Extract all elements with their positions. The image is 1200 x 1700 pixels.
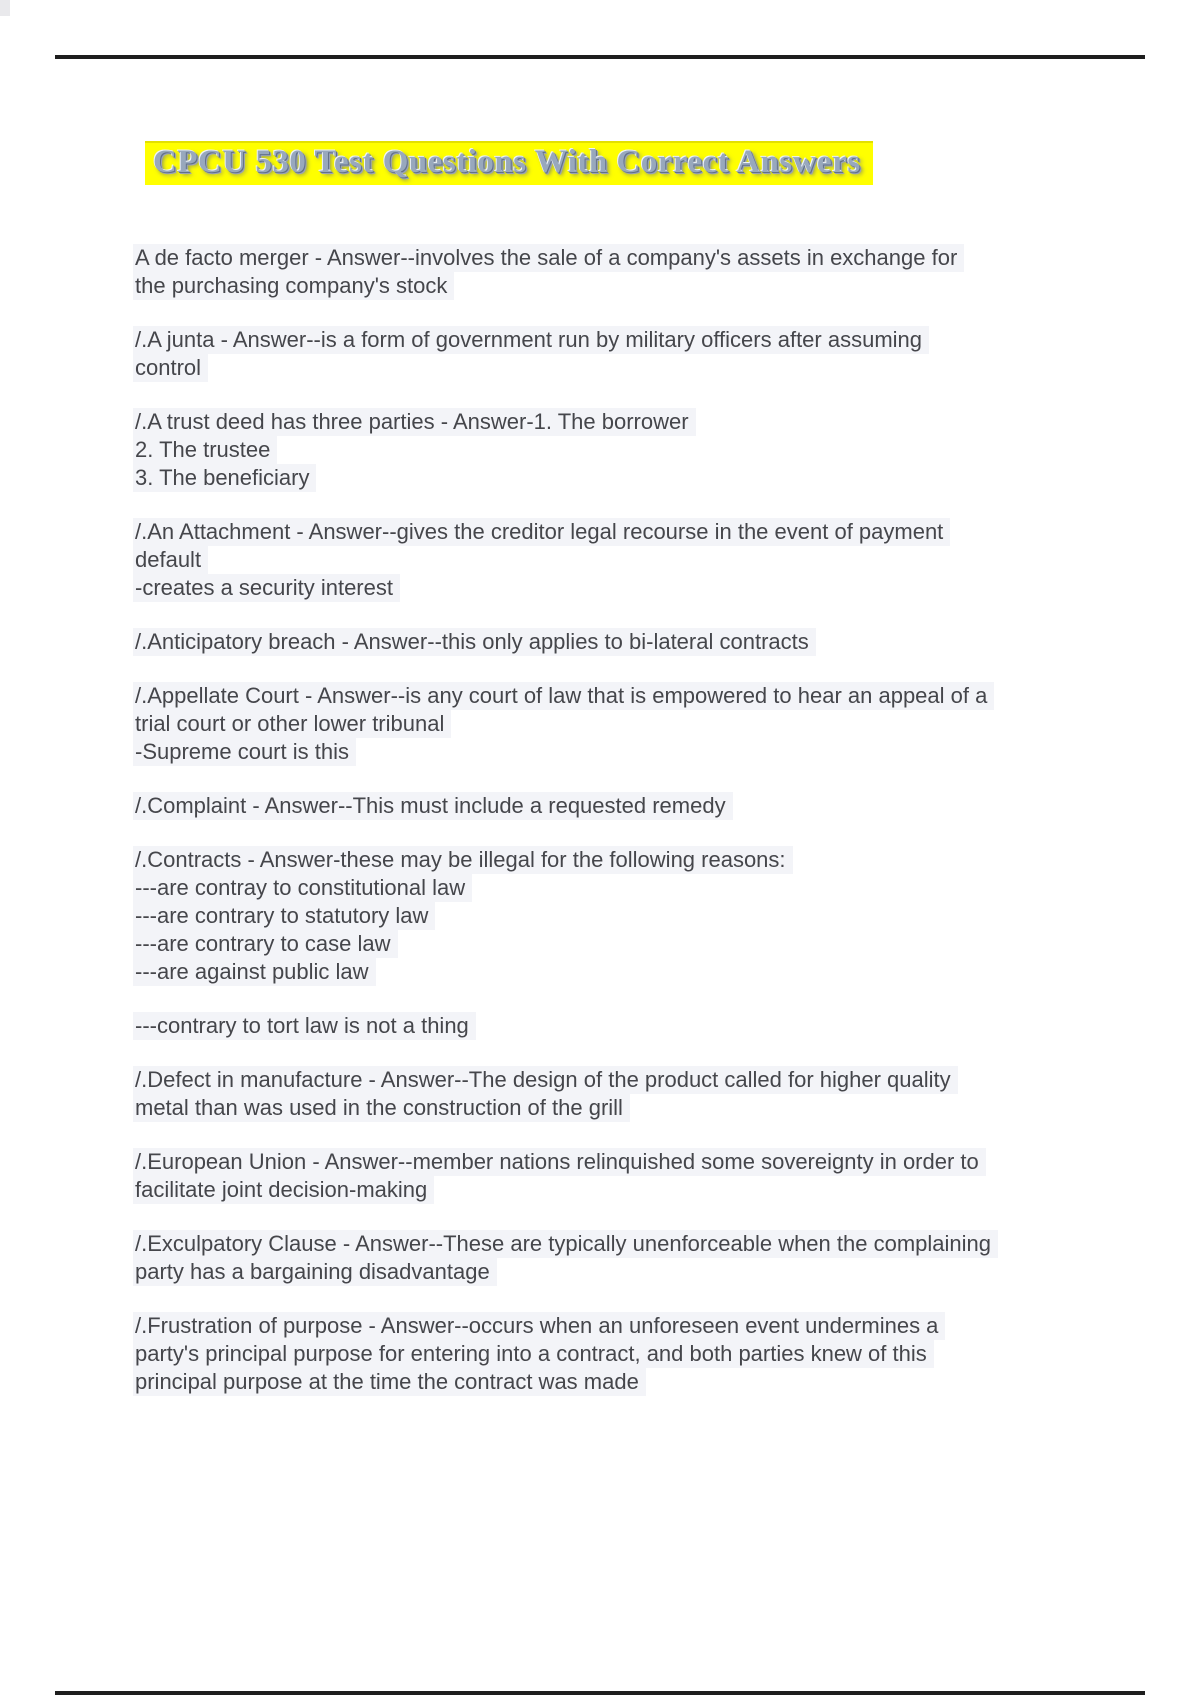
highlighted-text: /.An Attachment - Answer--gives the creditor legal recourse in the event of payment: [133, 518, 950, 546]
paragraph: [133, 682, 1093, 766]
text-line: [133, 682, 1093, 710]
highlighted-text: /.Appellate Court - Answer--is any court of law that is empowered to hear an appeal of a: [133, 682, 994, 710]
text-line: [133, 272, 1093, 300]
highlighted-text: /.European Union - Answer--member nations relinquished some sovereignty in order to: [133, 1148, 986, 1176]
paragraph: [133, 1012, 1093, 1040]
header-rule: [55, 55, 1145, 59]
text-line: [133, 902, 1093, 930]
text-line: [133, 1176, 1093, 1204]
highlighted-text: /.Complaint - Answer--This must include a requested remedy: [133, 792, 733, 820]
page-title: CPCU 530 Test Questions With Correct Answers: [145, 141, 873, 185]
document-body: [133, 244, 1093, 1396]
text-line: [133, 408, 1093, 436]
text-line: [133, 1230, 1093, 1258]
highlighted-text: /.A trust deed has three parties - Answer-1. The borrower: [133, 408, 696, 436]
highlighted-text: A de facto merger - Answer--involves the sale of a company's assets in exchange for: [133, 244, 964, 272]
highlighted-text: the purchasing company's stock: [133, 272, 454, 300]
text-line: [133, 930, 1093, 958]
paragraph: [133, 1066, 1093, 1122]
highlighted-text: /.Frustration of purpose - Answer--occurs when an unforeseen event undermines a: [133, 1312, 945, 1340]
highlighted-text: party has a bargaining disadvantage: [133, 1258, 497, 1286]
highlighted-text: ---are against public law: [133, 958, 376, 986]
text-line: [133, 1340, 1093, 1368]
text-line: [133, 1148, 1093, 1176]
text-line: [133, 846, 1093, 874]
highlighted-text: control: [133, 354, 208, 382]
highlighted-text: 2. The trustee: [133, 436, 277, 464]
paragraph: [133, 1148, 1093, 1204]
highlighted-text: principal purpose at the time the contract was made: [133, 1368, 646, 1396]
highlighted-text: /.A junta - Answer--is a form of government run by military officers after assuming: [133, 326, 929, 354]
paragraph: [133, 1230, 1093, 1286]
highlighted-text: facilitate joint decision-making: [133, 1176, 434, 1204]
text-line: [133, 518, 1093, 546]
text-line: [133, 710, 1093, 738]
text-line: [133, 958, 1093, 986]
text-line: [133, 326, 1093, 354]
text-line: [133, 244, 1093, 272]
highlighted-text: /.Defect in manufacture - Answer--The design of the product called for higher quality: [133, 1066, 958, 1094]
text-line: [133, 1094, 1093, 1122]
text-line: [133, 1066, 1093, 1094]
paragraph: [133, 792, 1093, 820]
highlighted-text: /.Contracts - Answer-these may be illegal for the following reasons:: [133, 846, 793, 874]
title-block: [145, 141, 873, 185]
highlighted-text: trial court or other lower tribunal: [133, 710, 451, 738]
text-line: [133, 436, 1093, 464]
highlighted-text: party's principal purpose for entering into a contract, and both parties knew of this: [133, 1340, 934, 1368]
highlighted-text: -Supreme court is this: [133, 738, 356, 766]
paragraph: [133, 244, 1093, 300]
text-line: [133, 464, 1093, 492]
paragraph: [133, 1312, 1093, 1396]
highlighted-text: ---contrary to tort law is not a thing: [133, 1012, 476, 1040]
paragraph: [133, 628, 1093, 656]
text-line: [133, 792, 1093, 820]
highlighted-text: /.Exculpatory Clause - Answer--These are typically unenforceable when the complaining: [133, 1230, 998, 1258]
text-line: [133, 1312, 1093, 1340]
text-line: [133, 1258, 1093, 1286]
highlighted-text: metal than was used in the construction of the grill: [133, 1094, 630, 1122]
highlighted-text: 3. The beneficiary: [133, 464, 316, 492]
highlighted-text: default: [133, 546, 208, 574]
text-line: [133, 738, 1093, 766]
highlighted-text: ---are contrary to case law: [133, 930, 398, 958]
text-line: [133, 574, 1093, 602]
scan-artifact: [0, 0, 10, 16]
text-line: [133, 874, 1093, 902]
paragraph: [133, 326, 1093, 382]
paragraph: [133, 408, 1093, 492]
text-line: [133, 1368, 1093, 1396]
text-line: [133, 628, 1093, 656]
text-line: [133, 546, 1093, 574]
highlighted-text: /.Anticipatory breach - Answer--this only applies to bi-lateral contracts: [133, 628, 816, 656]
highlighted-text: -creates a security interest: [133, 574, 400, 602]
text-line: [133, 1012, 1093, 1040]
highlighted-text: ---are contray to constitutional law: [133, 874, 472, 902]
text-line: [133, 354, 1093, 382]
footer-rule: [55, 1691, 1145, 1695]
highlighted-text: ---are contrary to statutory law: [133, 902, 435, 930]
paragraph: [133, 846, 1093, 986]
paragraph: [133, 518, 1093, 602]
